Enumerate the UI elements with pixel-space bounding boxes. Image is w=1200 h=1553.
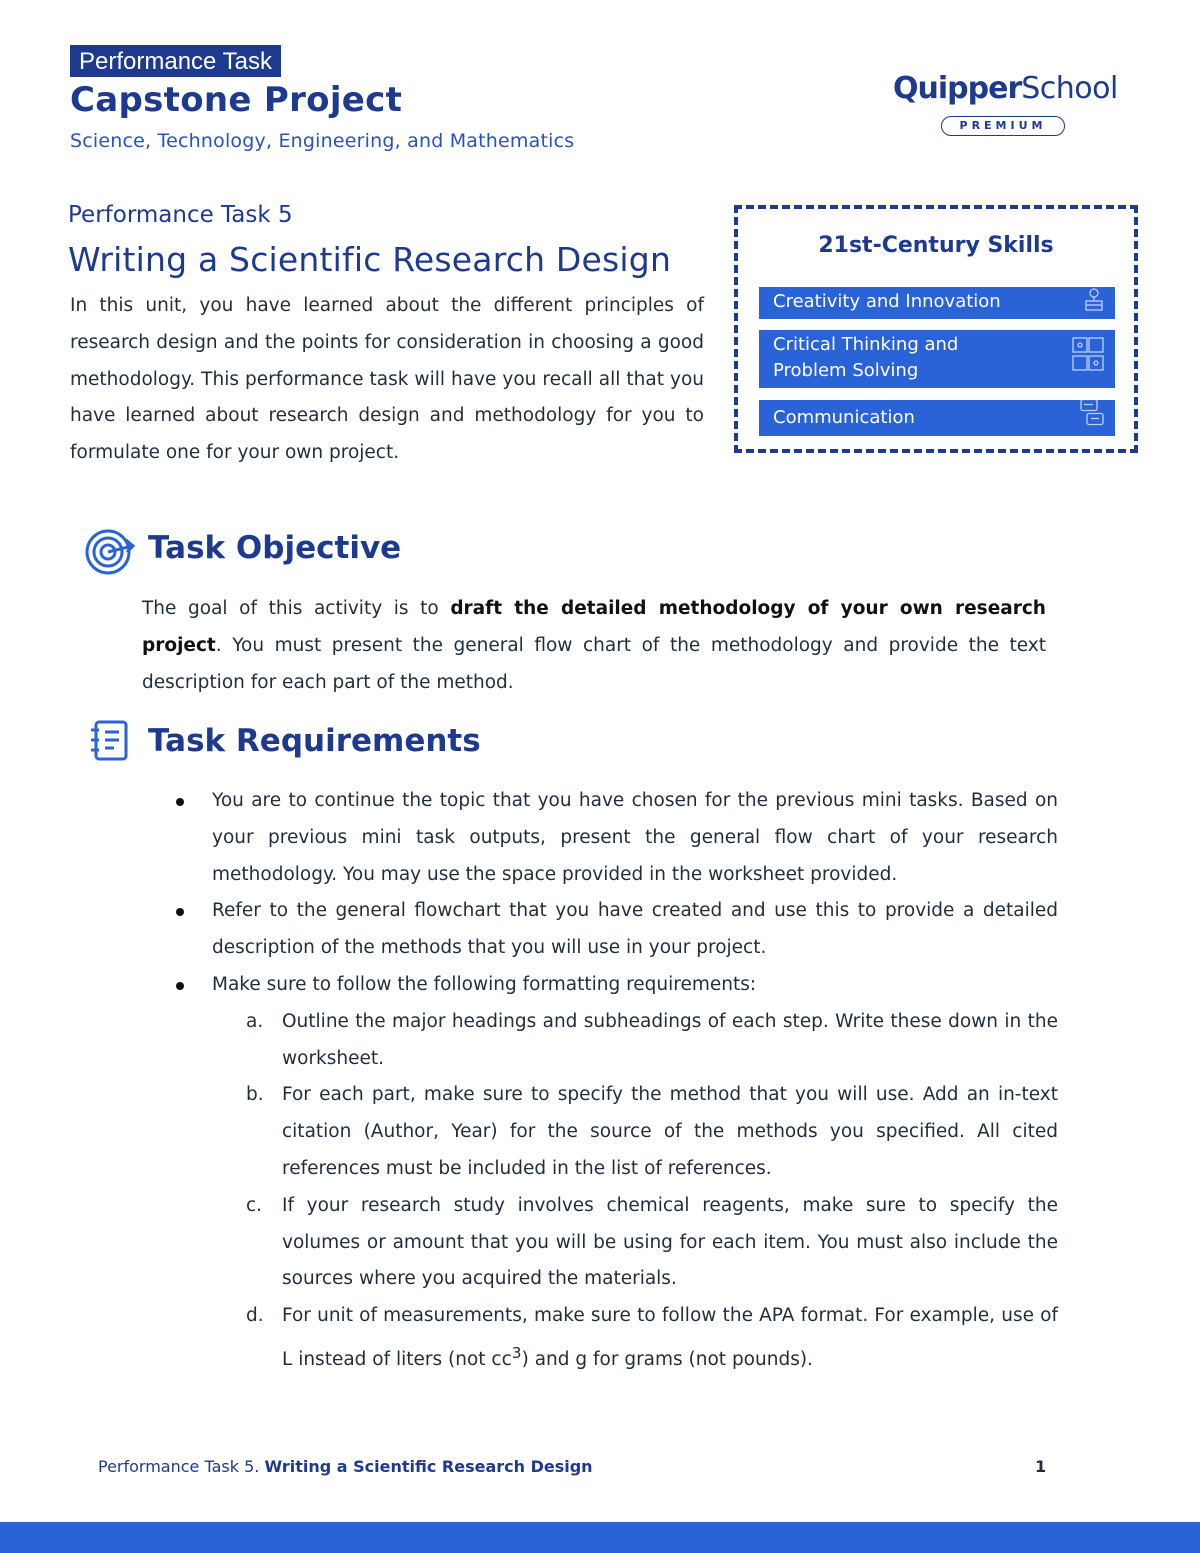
bullet-icon — [176, 982, 184, 990]
lightbulb-box-icon — [1083, 287, 1105, 319]
sub-list-item — [246, 1298, 1058, 1379]
sub-list-item — [246, 1004, 1058, 1078]
task-objective-text — [142, 590, 1046, 701]
logo-school-text: School — [1021, 71, 1118, 106]
quipper-school-logo — [893, 70, 1118, 140]
document-title: Capstone Project — [70, 80, 403, 120]
list-item — [212, 893, 1058, 967]
skills-box — [734, 205, 1138, 453]
footer-bar — [0, 1522, 1200, 1553]
skill-communication — [759, 400, 1115, 436]
list-item-text: Make sure to follow the following formatting requirements: — [212, 973, 757, 995]
task-requirements-heading: Task Requirements — [148, 723, 481, 759]
sub-list-text-after: ) and g for grams (not pounds). — [521, 1349, 813, 1371]
sub-list-text: If your research study involves chemical reagents, make sure to specify the volumes or amount that you will be using for each item. You must also include the sources where you acquired the materials. — [282, 1194, 1058, 1290]
footer-prefix: Performance Task 5. — [98, 1457, 265, 1476]
target-icon — [84, 527, 136, 581]
skill-creativity — [759, 287, 1115, 319]
superscript: 3 — [511, 1343, 522, 1362]
sub-list-text: For each part, make sure to specify the method that you will use. Add an in-text citation (Author, Year) for the source of the methods you specified. All cited references must be included in the list of references. — [282, 1084, 1058, 1179]
list-item — [212, 967, 1058, 1379]
task-title: Writing a Scientific Research Design — [68, 240, 672, 279]
list-item-text: Refer to the general flowchart that you have created and use this to provide a detailed description of the methods that you will use in your project. — [212, 900, 1058, 959]
page-number: 1 — [1035, 1457, 1047, 1476]
sub-list-text: Outline the major headings and subheadings of each step. Write these down in the worksheet. — [282, 1010, 1058, 1069]
logo-quipper-text: Quipper — [893, 71, 1022, 106]
chat-bubbles-icon — [1079, 398, 1105, 439]
bullet-icon — [176, 798, 184, 806]
sub-list-marker: d. — [246, 1305, 264, 1327]
objective-rest: . You must present the general flow chart of the methodology and provide the text description for each part of the method. — [142, 635, 1046, 693]
list-item — [212, 783, 1058, 893]
skill-label: Communication — [773, 407, 915, 428]
skills-title: 21st-Century Skills — [818, 233, 1054, 258]
header-badge: Performance Task — [70, 45, 281, 77]
sub-list-item — [246, 1188, 1058, 1298]
skill-label: Critical Thinking and Problem Solving — [773, 334, 959, 381]
objective-lead: The goal of this activity is to — [142, 598, 451, 619]
formatting-sublist — [246, 1004, 1058, 1379]
requirements-list — [212, 783, 1058, 1379]
logo-premium-badge: PREMIUM — [941, 116, 1065, 136]
notepad-icon — [88, 718, 130, 766]
task-objective-heading: Task Objective — [148, 530, 402, 566]
skill-critical-thinking — [759, 330, 1115, 388]
footer-label — [98, 1457, 593, 1476]
sub-list-item — [246, 1077, 1058, 1187]
task-intro: In this unit, you have learned about the different principles of research design and the points for consideration in choosing a good methodology. This performance task will have you recall all that you have learned about research design and methodology for you to formulate one for your own project. — [70, 295, 704, 464]
sub-list-marker: c. — [246, 1194, 263, 1216]
document-subtitle: Science, Technology, Engineering, and Mathematics — [70, 130, 575, 152]
sub-list-text — [282, 1305, 1058, 1370]
footer-title: Writing a Scientific Research Design — [264, 1457, 593, 1476]
puzzle-icon — [1071, 334, 1105, 384]
objective-emphasis: draft the detailed methodology of your own research project — [142, 598, 1046, 656]
list-item-text: You are to continue the topic that you have chosen for the previous mini tasks. Based on your previous mini task outputs, present the general flow chart of your research methodology. You may use the space provided in the worksheet provided. — [212, 790, 1058, 885]
sub-list-marker: a. — [246, 1010, 264, 1032]
skill-label: Creativity and Innovation — [773, 291, 1001, 312]
task-number: Performance Task 5 — [68, 202, 293, 228]
sub-list-text-before: For unit of measurements, make sure to follow the APA format. For example, use of L instead of liters (not cc — [282, 1305, 1058, 1371]
sub-list-marker: b. — [246, 1084, 264, 1106]
bullet-icon — [176, 908, 184, 916]
